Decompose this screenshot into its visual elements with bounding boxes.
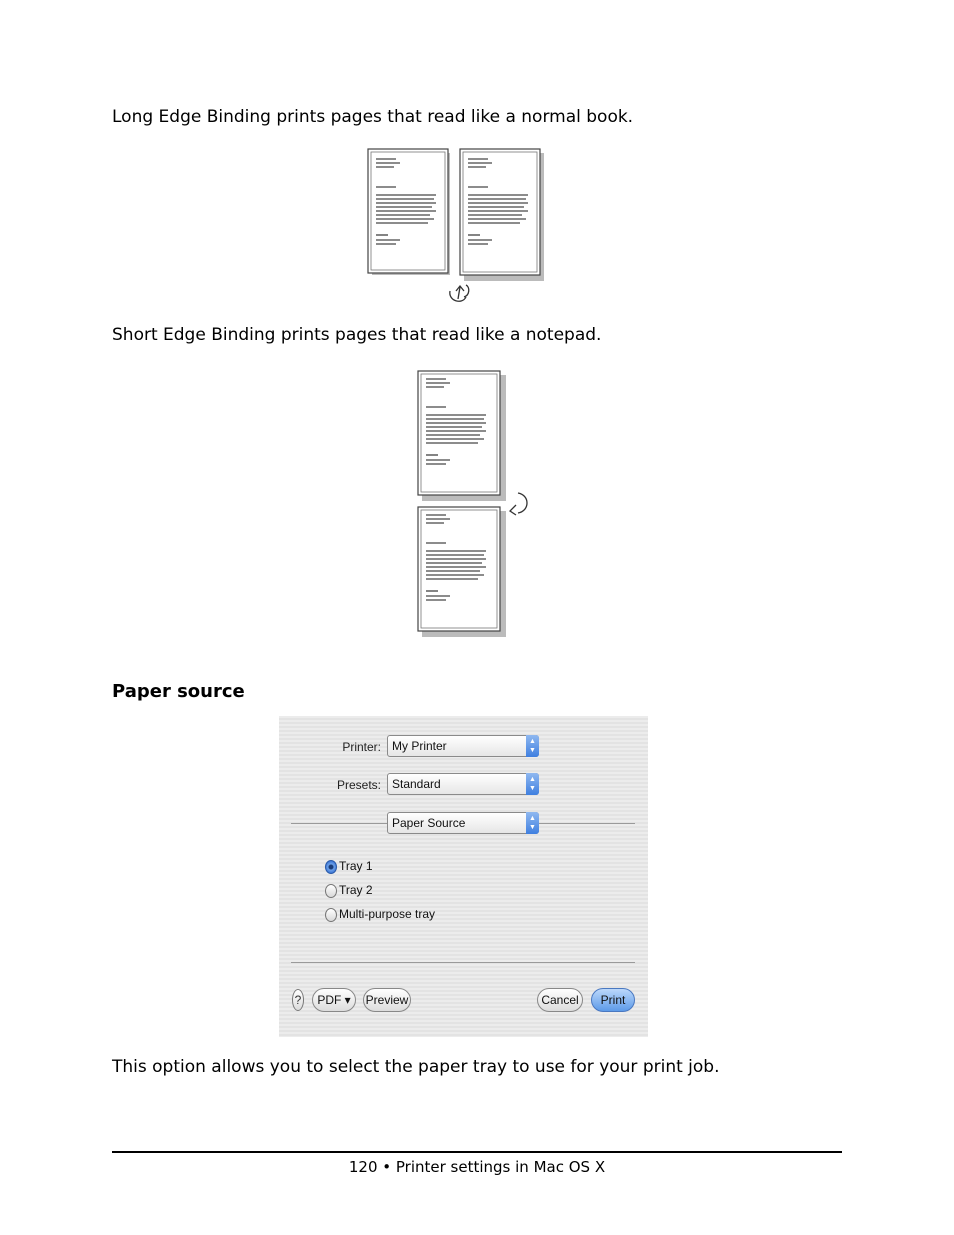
page-right bbox=[460, 149, 544, 281]
short-edge-binding-illustration bbox=[412, 365, 536, 641]
radio-selected-icon[interactable] bbox=[325, 860, 337, 874]
multi-purpose-tray-label: Multi-purpose tray bbox=[339, 907, 436, 921]
tray-1-label: Tray 1 bbox=[339, 859, 373, 873]
presets-popup[interactable] bbox=[387, 773, 539, 795]
long-edge-binding-illustration bbox=[366, 145, 550, 307]
page-top bbox=[418, 371, 506, 501]
presets-popup-value: Standard bbox=[392, 777, 441, 791]
presets-label: Presets: bbox=[336, 778, 381, 792]
page-bottom bbox=[418, 507, 506, 637]
separator-left bbox=[291, 823, 387, 824]
popup-arrows-icon: ▲ ▼ bbox=[526, 812, 539, 834]
long-edge-paragraph: Long Edge Binding prints pages that read like a normal book. bbox=[112, 107, 634, 127]
tray-1-option[interactable] bbox=[325, 859, 373, 874]
separator-bottom bbox=[291, 962, 635, 963]
flip-arrow-icon bbox=[450, 285, 469, 301]
panel-popup[interactable] bbox=[387, 812, 539, 834]
help-button[interactable]: ? bbox=[292, 989, 304, 1011]
page-footer: 120 • Printer settings in Mac OS X bbox=[348, 1158, 606, 1176]
printer-popup[interactable] bbox=[387, 735, 539, 757]
short-edge-paragraph: Short Edge Binding prints pages that read like a notepad. bbox=[112, 325, 602, 345]
section-heading: Paper source bbox=[112, 681, 245, 702]
page-left bbox=[368, 149, 450, 275]
panel-popup-value: Paper Source bbox=[392, 816, 466, 830]
pdf-button[interactable]: PDF ▾ bbox=[312, 988, 356, 1012]
preview-button[interactable]: Preview bbox=[363, 988, 411, 1012]
printer-popup-value: My Printer bbox=[392, 739, 447, 753]
radio-icon[interactable] bbox=[325, 908, 337, 922]
separator-right bbox=[539, 823, 635, 824]
print-dialog bbox=[279, 716, 648, 1037]
paper-source-description: This option allows you to select the paper tray to use for your print job. bbox=[112, 1057, 720, 1077]
print-button[interactable]: Print bbox=[591, 988, 635, 1012]
printer-label: Printer: bbox=[342, 740, 381, 754]
tray-2-label: Tray 2 bbox=[339, 883, 373, 897]
popup-arrows-icon: ▲ ▼ bbox=[526, 773, 539, 795]
footer-rule bbox=[112, 1151, 842, 1153]
cancel-button[interactable]: Cancel bbox=[537, 988, 583, 1012]
tray-2-option[interactable] bbox=[325, 883, 373, 898]
radio-icon[interactable] bbox=[325, 884, 337, 898]
multi-purpose-tray-option[interactable] bbox=[325, 907, 435, 922]
flip-arrow-icon bbox=[510, 493, 527, 515]
popup-arrows-icon: ▲ ▼ bbox=[526, 735, 539, 757]
